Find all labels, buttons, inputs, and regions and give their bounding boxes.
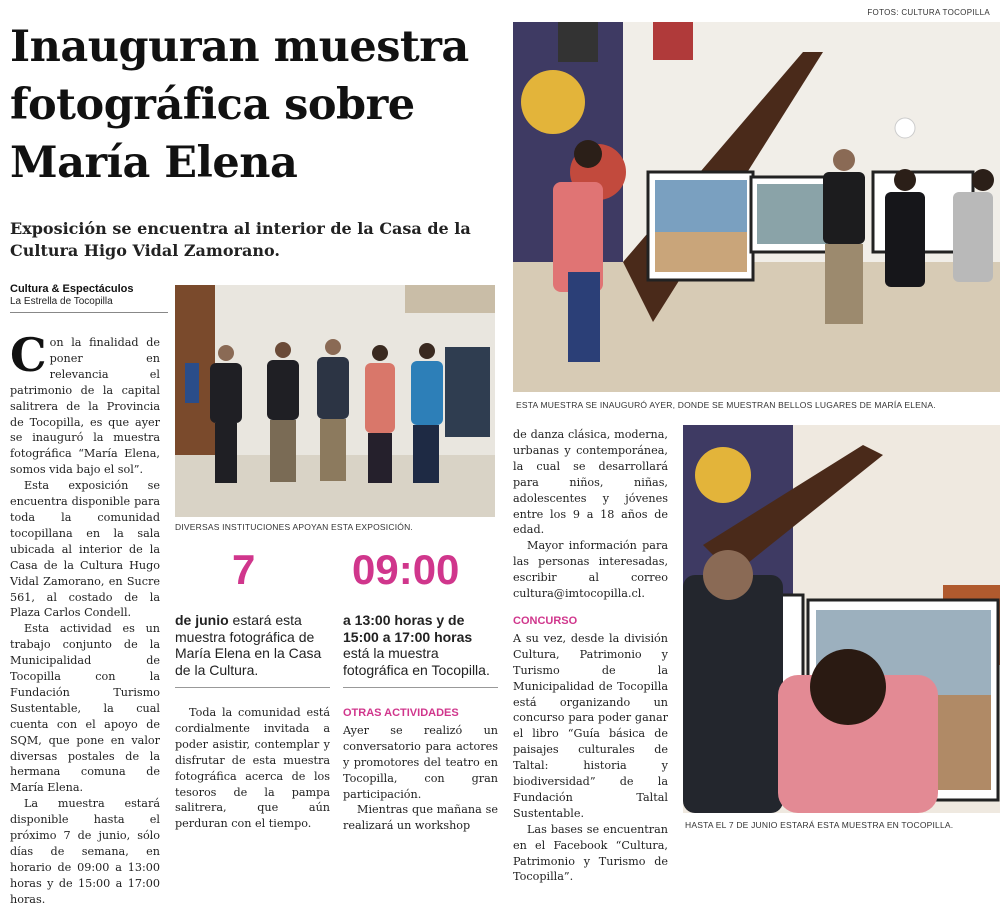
paragraph: de danza clásica, moderna, urbanas y contemporánea, la cual se desarrollará para niños, niñas, adolescentes y jóvenes entre los 9 a 18 años de edad. [513,428,668,537]
paragraph: Esta exposición se encuentra disponible para toda la comunidad tocopillana en la sala ubicada al interior de la Casa de la Cultura Hugo Vidal Zamorano, en Sucre 561, al costado de la Plaza Carlos Condell. [10,479,160,620]
paragraph: Ayer se realizó un conversatorio para actores y promotores del teatro en Tocopilla, con gran participación. [343,723,498,801]
paragraph: on la finalidad de poner en relevancia el patrimonio de la capital salitrera de la Provincia de Tocopilla, es que ayer se inauguró la muestra fotográfica “María Elena, somos vida bajo el sol”. [10,336,160,477]
highlight-time-rest: está la muestra fotográfica en Tocopilla. [343,645,490,678]
paragraph: Mayor información para las personas interesadas, escribir al correo cultura@imtocopilla.cl. [513,539,668,601]
small-photo-caption: DIVERSAS INSTITUCIONES APOYAN ESTA EXPOSICIÓN. [175,522,413,532]
paragraph: Toda la comunidad está cordialmente invitada a poder asistir, contemplar y disfrutar de esta muestra fotográfica acerca de los tesoros de la pampa salitrera, que aún perduran con el tiempo. [175,706,330,831]
subheadline: Exposición se encuentra al interior de la Casa de la Cultura Higo Vidal Zamorano. [10,219,471,260]
paragraph: A su vez, desde la división Cultura, Patrimonio y Turismo de la Municipalidad de Tocopilla está organizando un concurso para poder ganar el libro “Guía básica de paisajes culturales de Taltal: historia y biodiversidad” de la Fundación Taltal Sustentable. [513,631,668,820]
article-column-3 [343,706,498,836]
exhibition-photo-bottom [683,425,1000,813]
byline-rule [10,312,168,313]
paragraph: Las bases se encuentran en el Facebook “Cultura, Patrimonio y Turismo de Tocopilla”. [513,822,668,884]
source-label: La Estrella de Tocopilla [10,296,113,307]
highlight-time-text [343,612,498,678]
article-column-2 [175,705,330,835]
concurso-heading: CONCURSO [513,614,578,627]
divider [175,687,330,688]
highlight-number-time: 09:00 [352,546,460,593]
otras-actividades-heading: OTRAS ACTIVIDADES [343,707,459,719]
group-photo [175,285,495,517]
drop-cap: C [10,328,47,382]
highlight-date-rest: estará esta muestra fotográfica de María Elena en la Casa de la Cultura. [175,612,322,678]
exhibition-photo-top [513,22,1000,392]
article-column-4 [513,427,668,884]
highlight-time-bold: a 13:00 horas y de 15:00 a 17:00 horas [343,612,473,645]
headline: Inauguran muestra fotográfica sobre María Elena [10,22,469,188]
section-label: Cultura & Espectáculos [10,283,134,295]
highlight-date-bold: de junio [175,612,229,628]
paragraph: La muestra estará disponible hasta el próximo 7 de junio, sólo días de semana, en horario de 09:00 a 13:00 horas y de 15:00 a 17:00 horas. [10,797,160,906]
top-photo-caption: ESTA MUESTRA SE INAUGURÓ AYER, DONDE SE MUESTRAN BELLOS LUGARES DE MARÍA ELENA. [516,400,936,410]
paragraph: Mientras que mañana se realizará un workshop [343,803,498,833]
highlight-number-date: 7 [232,546,256,593]
article-column-1 [10,328,160,906]
divider [343,687,498,688]
highlight-date-text [175,612,330,678]
paragraph: Esta actividad es un trabajo conjunto de la Municipalidad de Tocopilla con la Fundación Turismo Sustentable, la cual cuenta con el apoyo de SQM, que pone en valor diversas postales de la hermana comuna de María Elena. [10,622,160,795]
bottom-photo-caption: HASTA EL 7 DE JUNIO ESTARÁ ESTA MUESTRA EN TOCOPILLA. [685,820,954,830]
photo-credit: FOTOS: CULTURA TOCOPILLA [867,8,990,17]
